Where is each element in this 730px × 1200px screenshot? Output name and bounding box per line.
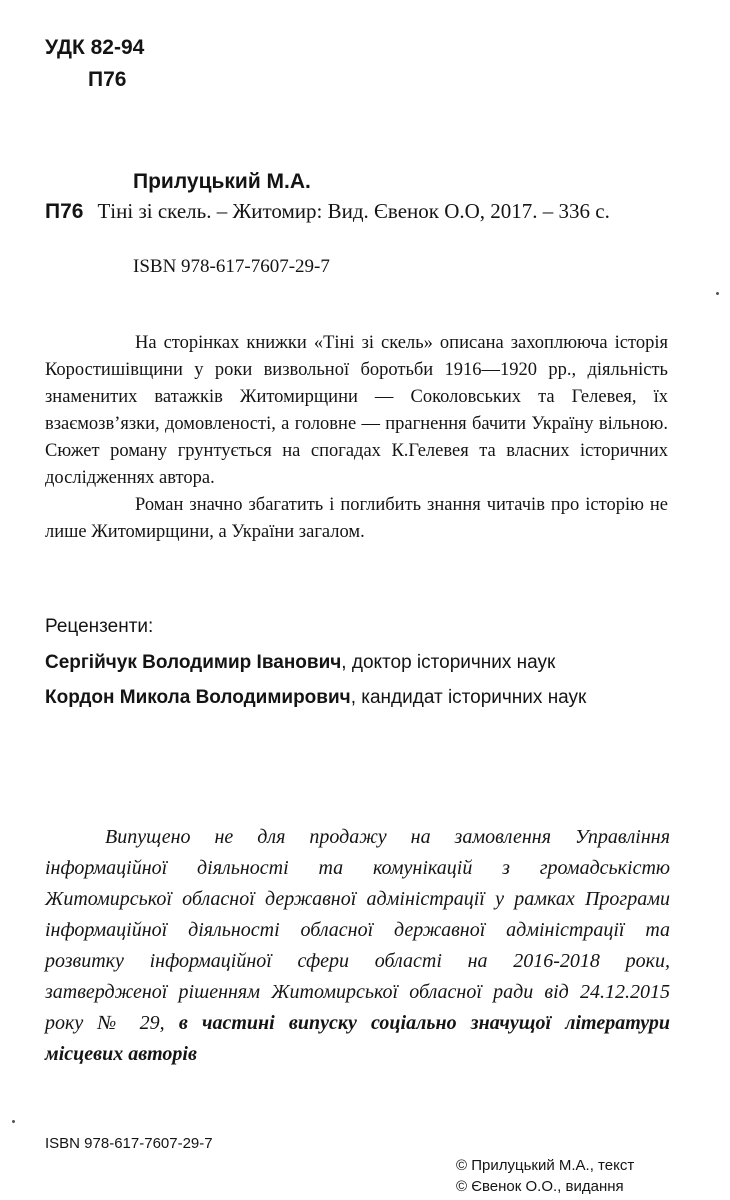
udk-code: УДК 82-94 — [45, 36, 145, 59]
reviewer-2-title: , кандидат історичних наук — [350, 687, 587, 708]
abstract-paragraph-2: Роман значно збагатить і поглибить знання читачів про історію не лише Житомирщини, а України загалом. — [45, 495, 668, 542]
scan-speck — [12, 1120, 15, 1123]
reviewer-2-name: Кордон Микола Володимирович — [45, 687, 351, 708]
scan-speck — [716, 292, 719, 295]
abstract-paragraph-1: На сторінках книжки «Тіні зі скель» описана захоплююча історія Коростишівщини у роки визвольної боротьби 1916—1920 рр., діяльність знаменитих ватажків Житомирщини — Соколовських та Гелевея, їх взаємозв’язки, домовленості, а головне — прагнення бачити Україну вільною. Сюжет роману грунтується на спогадах К.Гелевея та власних історичних дослідженнях автора. — [45, 333, 668, 488]
note-bold-text: в частині випуску соціально значущої літератури місцевих авторів — [45, 1012, 671, 1065]
bibliographic-record — [45, 199, 610, 224]
copyright-publisher: © Євенок О.О., видання — [456, 1178, 624, 1195]
reviewers-label: Рецензенти: — [45, 616, 154, 637]
reviewer-1-name: Сергійчук Володимир Іванович — [45, 652, 342, 673]
note-text: Випущено не для продажу на замовлення Управління інформаційної діяльності та комунікацій з громадськістю Житомирської обласної державної адміністрації у рамках Програми інформаційної діяльності обласної державної адміністрації та розвитку інформаційної сфери області на 2016-2018 роки, затвердженої рішенням Житомирської обласної ради від 24.12.2015 року № 29, — [45, 826, 670, 1034]
author-name: Прилуцький М.А. — [133, 170, 311, 193]
reviewer-2 — [45, 687, 586, 709]
bib-code: П76 — [45, 200, 84, 223]
publication-note — [45, 822, 670, 1070]
copyright-author: © Прилуцький М.А., текст — [456, 1157, 635, 1174]
author-sign: П76 — [88, 68, 127, 91]
abstract — [45, 330, 668, 546]
reviewer-1-title: , доктор історичних наук — [341, 652, 556, 673]
isbn: ISBN 978-617-7607-29-7 — [133, 256, 330, 277]
isbn-footer: ISBN 978-617-7607-29-7 — [45, 1135, 213, 1152]
reviewer-1 — [45, 652, 555, 674]
bib-text: Тіні зі скель. – Житомир: Вид. Євенок О.О, 2017. – 336 с. — [97, 199, 610, 223]
